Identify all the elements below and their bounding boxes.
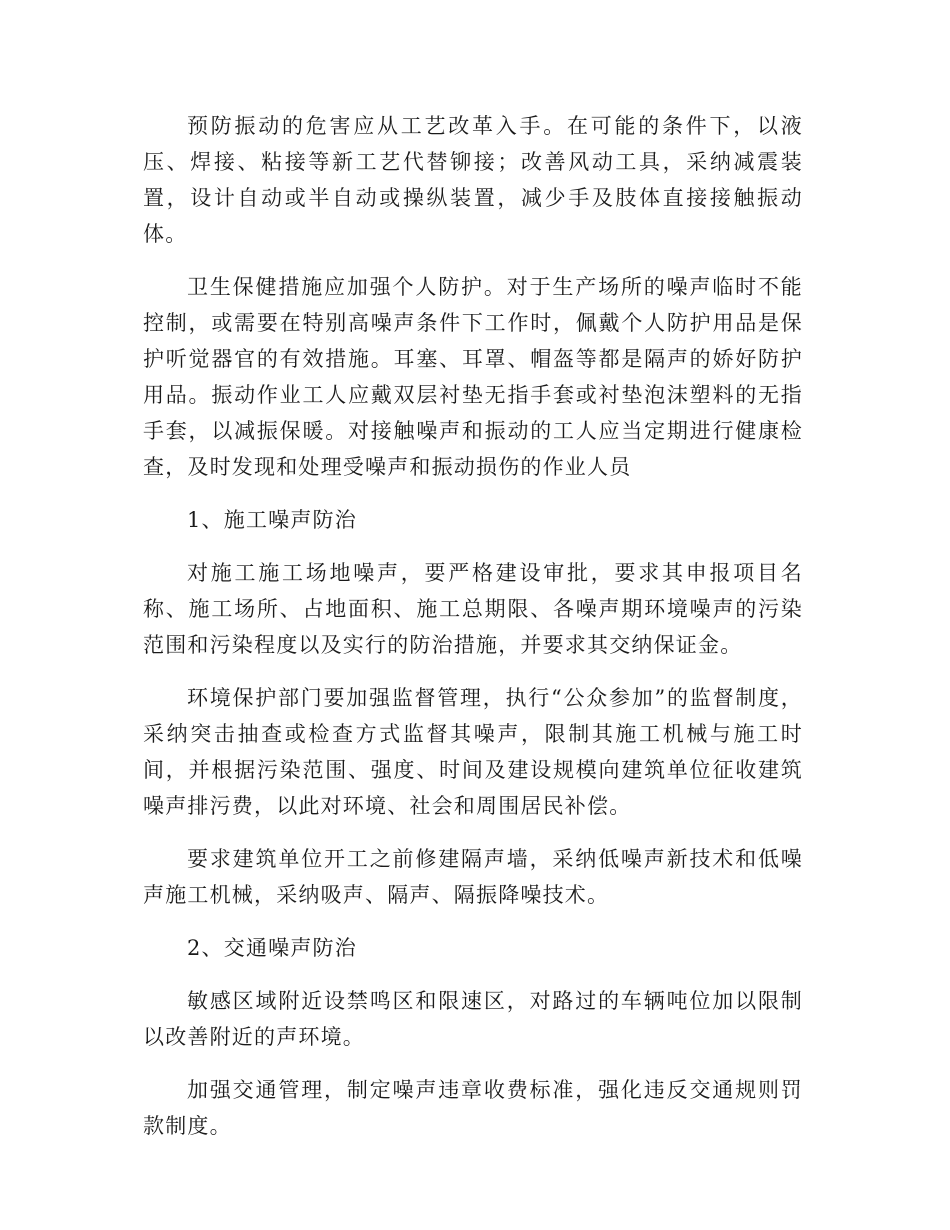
paragraph-personal-protection: 卫生保健措施应加强个人防护。对于生产场所的噪声临时不能控制，或需要在特别高噪声条件下工作时，佩戴个人防护用品是保护听觉器官的有效措施。耳塞、耳罩、帽盔等都是隔声的娇好防护用品。振动作业工人应戴双层衬垫无指手套或衬垫泡沫塑料的无指手套，以减振保暖。对接触噪声和振动的工人应当定期进行健康检查，及时发现和处理受噪声和振动损伤的作业人员 [143, 275, 803, 479]
section-heading-construction-noise: 1、施工噪声防治 [187, 508, 357, 532]
document-body [143, 108, 803, 1161]
section-heading-traffic-noise: 2、交通噪声防治 [187, 936, 357, 960]
paragraph-vibration-prevention: 预防振动的危害应从工艺改革入手。在可能的条件下，以液压、焊接、粘接等新工艺代替铆接；改善风动工具，采纳减震装置，设计自动或半自动或操纵装置，减少手及肢体直接接触振动体。 [143, 114, 803, 246]
paragraph-supervision: 环境保护部门要加强监督管理，执行“公众参加”的监督制度，采纳突击抽查或检查方式监督其噪声，限制其施工机械与施工时间，并根据污染范围、强度、时间及建设规模向建筑单位征收建筑噪声排污费，以此对环境、社会和周围居民补偿。 [143, 686, 803, 818]
paragraph-traffic-management: 加强交通管理，制定噪声违章收费标准，强化违反交通规则罚款制度。 [143, 1078, 803, 1138]
paragraph-sound-barrier: 要求建筑单位开工之前修建隔声墙，采纳低噪声新技术和低噪声施工机械，采纳吸声、隔声、隔振降噪技术。 [143, 847, 803, 907]
paragraph-construction-approval: 对施工施工场地噪声，要严格建设审批，要求其申报项目名称、施工场所、占地面积、施工总期限、各噪声期环境噪声的污染范围和污染程度以及实行的防治措施，并要求其交纳保证金。 [143, 561, 803, 657]
paragraph-no-horn-zone: 敏感区域附近设禁鸣区和限速区，对路过的车辆吨位加以限制以改善附近的声环境。 [143, 989, 803, 1049]
